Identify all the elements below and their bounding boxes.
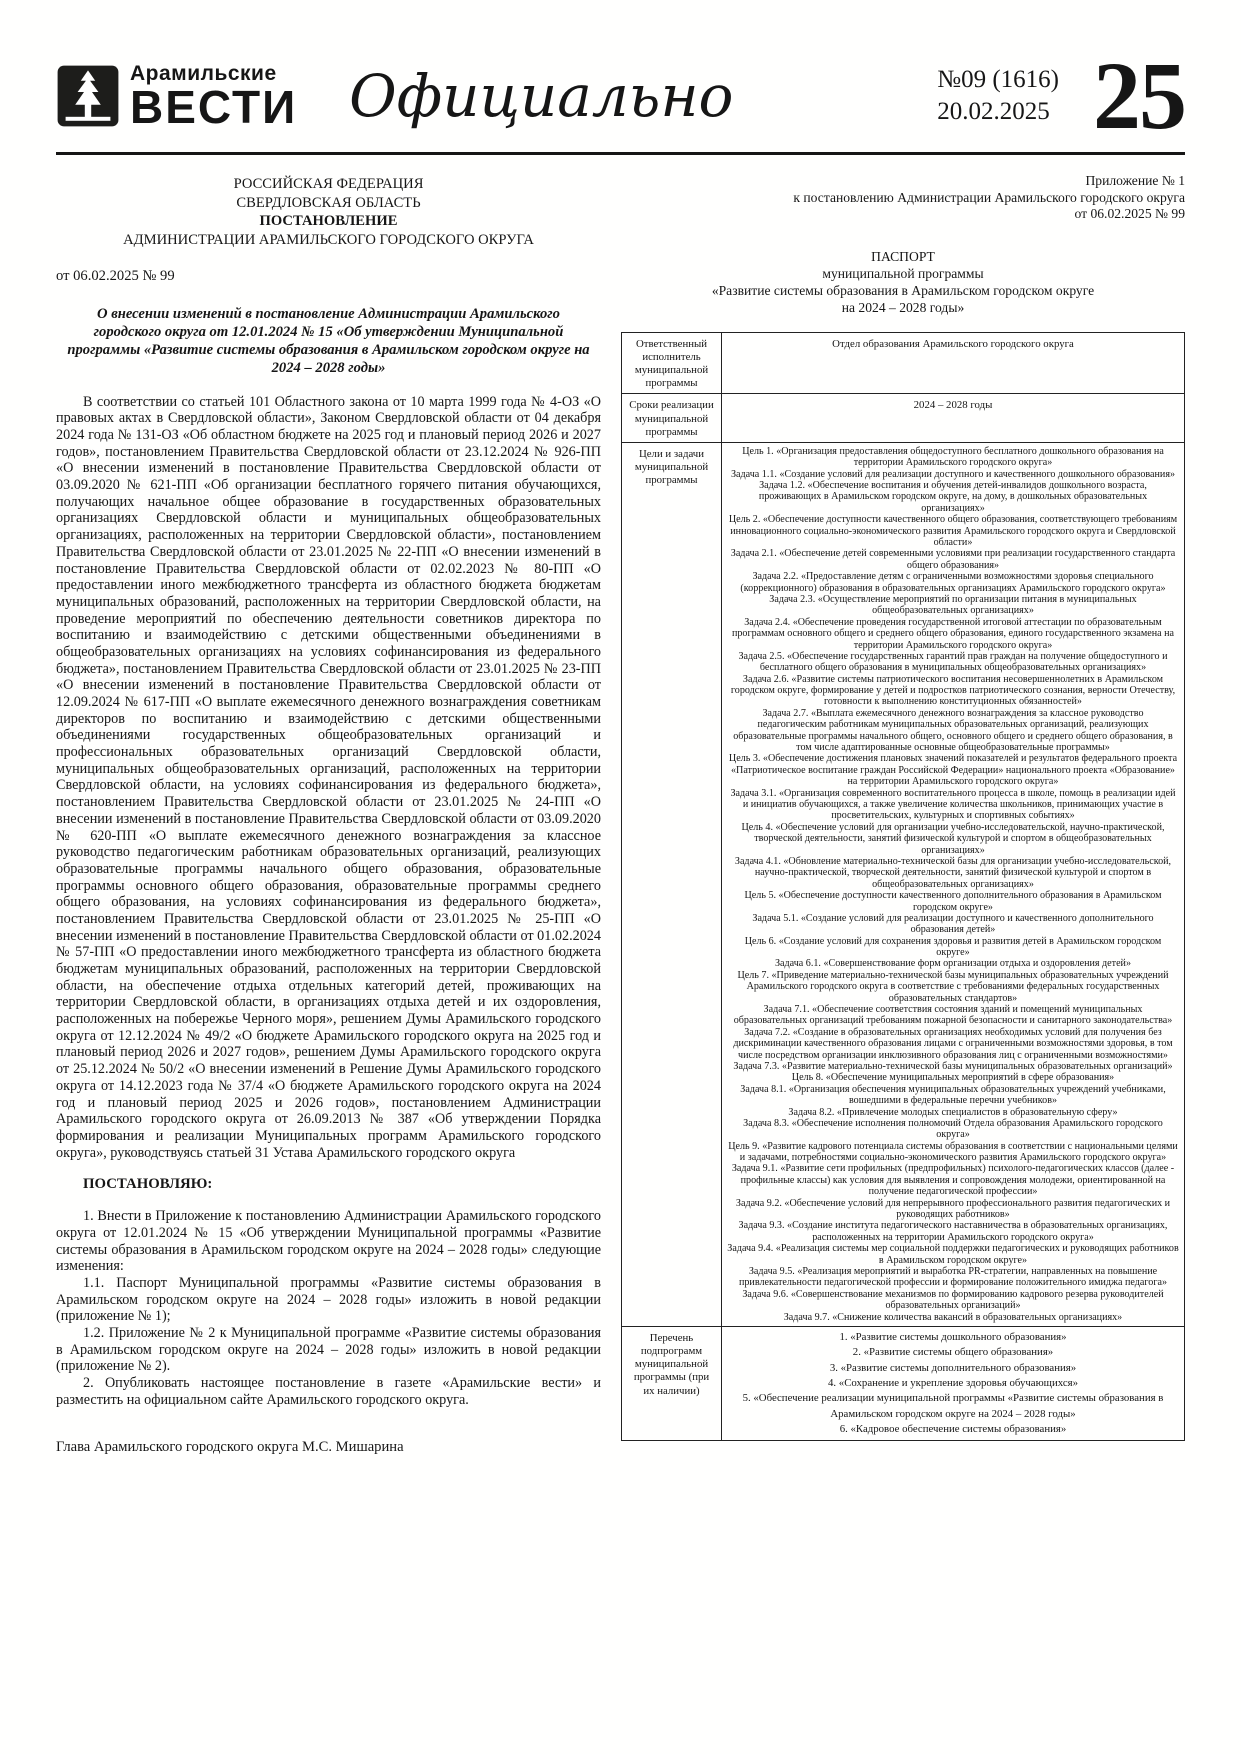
subprogram-item: 2. «Развитие системы общего образования» <box>852 1346 1054 1359</box>
row-value <box>722 442 1185 1326</box>
goal-item: Задача 2.6. «Развитие системы патриотического воспитания несовершеннолетних в Арамильском городском округе, формирование у детей и подростков патриотического сознания, верности Отечеству, готовности к выполнению конституционных обязанностей» <box>730 673 1176 708</box>
passport-program-years: на 2024 – 2028 годы» <box>841 299 965 315</box>
goal-item: Задача 1.1. «Создание условий для реализации доступного и качественного дошкольного образования» <box>730 468 1176 480</box>
decree-resolve-word: ПОСТАНОВЛЯЮ: <box>83 1176 213 1193</box>
subprograms-list <box>727 1330 1179 1437</box>
goal-item: Задача 4.1. «Обновление материально-технической базы для организации учебно-исследовательской, научно-практической, творческой деятельности, занятий физической культурой и спортом в общеобразовательных организациях» <box>734 855 1172 890</box>
issue-date: 20.02.2025 <box>937 98 1050 125</box>
page-body <box>56 173 1185 1456</box>
goal-item: Цель 6. «Создание условий для сохранения здоровья и развития детей в Арамильском городском округе» <box>744 935 1162 959</box>
goal-item: Задача 2.1. «Обеспечение детей современными условиями при реализации государственного стандарта общего образования» <box>730 548 1176 571</box>
subprogram-item: 5. «Обеспечение реализации муниципальной программы «Развитие системы образования в Арамильском городском округе на 2024 – 2028 годы» <box>742 1392 1164 1420</box>
table-row <box>622 332 1185 394</box>
goal-item: Задача 9.5. «Реализация мероприятий и выработка PR-стратегии, направленных на повышение привлекательности педагогической профессии и формирование положительного имиджа педагога» <box>738 1266 1167 1289</box>
goal-item: Цель 2. «Обеспечение доступности качественного общего образования, соответствующего требованиям инновационного социально-экономического развития Арамильского городского округа и Свердловской области» <box>728 514 1178 548</box>
subprogram-item: 4. «Сохранение и укрепление здоровья обучающихся» <box>828 1376 1078 1389</box>
goal-item: Задача 1.2. «Обеспечение воспитания и обучения детей-инвалидов дошкольного возраста, проживающих в Арамильском городском округе, на дому, в дошкольных образовательных организациях» <box>758 480 1148 514</box>
goal-item: Задача 9.3. «Создание института педагогического наставничества в образовательных организациях, расположенных на территории Арамильского городского округа» <box>738 1220 1168 1243</box>
passport-subtitle: муниципальной программы <box>822 265 984 281</box>
goal-item: Задача 6.1. «Совершенствование форм организации отдыха и оздоровления детей» <box>774 958 1132 970</box>
decree-doc-type: ПОСТАНОВЛЕНИЕ <box>259 213 398 230</box>
decree-column <box>56 173 601 1456</box>
goal-item: Задача 9.1. «Развитие сети профильных (предпрофильных) психолого-педагогических классов (далее - профильные классы) как условия для выявления и сопровождения молодежи, ориентированной на получение педагогической профессии» <box>731 1163 1175 1198</box>
goal-item: Цель 1. «Организация предоставления общедоступного бесплатного дошкольного образования на территории Арамильского городского округа» <box>742 445 1164 469</box>
row-value <box>722 1326 1185 1440</box>
decree-date-number: от 06.02.2025 № 99 <box>56 267 175 284</box>
brand-top-label: Арамильские <box>130 62 277 86</box>
annex-ref-line: Приложение № 1 <box>1085 173 1185 188</box>
passport-title: ПАСПОРТ <box>871 248 935 264</box>
brand-main-label: ВЕСТИ <box>130 81 298 134</box>
goal-item: Цель 7. «Приведение материально-технической базы муниципальных образовательных учреждений Арамильского городского округа в соответствие с требованиями федеральных государственных образовательных стандартов» <box>737 969 1169 1004</box>
city-crest-icon <box>56 64 120 128</box>
row-value: 2024 – 2028 годы <box>722 394 1185 443</box>
goal-item: Задача 7.1. «Обеспечение соответствия состояния зданий и помещений муниципальных образовательных организаций требованиям пожарной безопасности и санитарного законодательства» <box>733 1004 1173 1027</box>
decree-heading <box>56 175 601 250</box>
goal-item: Цель 4. «Обеспечение условий для организации учебно-исследовательской, научно-практической, творческой деятельности, занятий физической культурой и спортом в общеобразовательных организациях» <box>741 821 1165 856</box>
decree-item: 1. Внести в Приложение к постановлению Администрации Арамильского городского округа от 12.01.2024 № 15 «Об утверждении Муниципальной программы «Развитие системы образования в Арамильском городском округе на 2024 – 2028 годы» следующие изменения: <box>56 1208 601 1275</box>
row-label: Сроки реализации муниципальной программы <box>622 394 722 443</box>
annex-reference <box>621 173 1185 223</box>
decree-region: СВЕРДЛОВСКАЯ ОБЛАСТЬ <box>236 194 421 211</box>
goals-list <box>727 446 1179 1323</box>
decree-items-list <box>56 1208 601 1408</box>
goal-item: Задача 5.1. «Создание условий для реализации доступного и качественного дополнительного образования детей» <box>752 912 1154 936</box>
goal-item: Задача 9.2. «Обеспечение условий для непрерывного профессионального развития педагогических и руководящих работников» <box>735 1197 1171 1221</box>
annex-ref-line: от 06.02.2025 № 99 <box>1074 206 1185 222</box>
decree-title: О внесении изменений в постановление Администрации Арамильского городского округа от 12.01.2024 № 15 «Об утверждении Муниципальной программы «Развитие системы образования в Арамильском городском округе на 2024 – 2028 годы» <box>67 305 590 377</box>
decree-item: 2. Опубликовать настоящее постановление в газете «Арамильские вести» и разместить на официальном сайте Арамильского городского округа. <box>56 1375 601 1408</box>
decree-country: РОССИЙСКАЯ ФЕДЕРАЦИЯ <box>233 176 424 192</box>
goal-item: Цель 9. «Развитие кадрового потенциала системы образования в соответствии с национальными целями и задачами, потребностями социально-экономического развития Арамильского городского округа» <box>728 1140 1178 1164</box>
passport-heading <box>621 249 1185 317</box>
goal-item: Цель 8. «Обеспечение муниципальных мероприятий в сфере образования» <box>791 1072 1115 1084</box>
passport-table <box>621 332 1185 1442</box>
goal-item: Цель 3. «Обеспечение достижения плановых значений показателей и результатов федерального проекта «Патриотическое воспитание граждан Российской Федерации» национального проекта «Образование» на территории Арамильского городского округа» <box>728 753 1178 788</box>
goal-item: Задача 8.1. «Организация обеспечения муниципальных образовательных учреждений учебниками, вошедшими в федеральные перечни учебников» <box>740 1083 1166 1107</box>
issue-number: №09 (1616) <box>937 65 1059 93</box>
goal-item: Задача 2.7. «Выплата ежемесячного денежного вознаграждения за классное руководство педагогическим работникам муниципальных образовательных организаций, реализующих образовательные программы начального общего, основного общего и среднего общего образования, в том числе адаптированные основные общеобразовательные программы» <box>733 707 1173 754</box>
goal-item: Цель 5. «Обеспечение доступности качественного дополнительного образования в Арамильском городском округе» <box>744 890 1162 913</box>
newspaper-brand <box>56 62 298 134</box>
subprogram-item: 3. «Развитие системы дополнительного образования» <box>829 1361 1077 1374</box>
annex-ref-line: к постановлению Администрации Арамильского городского округа <box>793 189 1185 205</box>
goal-item: Задача 7.2. «Создание в образовательных организациях необходимых условий для получения без дискриминации качественного образования лицами с ограниченными возможностями здоровья, в том числе посредством организации инклюзивного образования лиц с ограниченными возможностями» <box>733 1026 1173 1061</box>
decree-item: 1.1. Паспорт Муниципальной программы «Развитие системы образования в Арамильском городском округе на 2024 – 2028 годы» изложить в новой редакции (приложение № 1); <box>56 1275 601 1325</box>
decree-authority: АДМИНИСТРАЦИИ АРАМИЛЬСКОГО ГОРОДСКОГО ОКРУГА <box>123 232 534 249</box>
row-label: Перечень подпрограмм муниципальной программы (при их наличии) <box>622 1326 722 1440</box>
annex-column <box>621 173 1185 1441</box>
decree-signature: Глава Арамильского городского округа М.С. Мишарина <box>56 1438 404 1455</box>
masthead <box>56 42 1185 150</box>
decree-preamble: В соответствии со статьей 101 Областного закона от 10 марта 1999 года № 4-ОЗ «О правовых актах в Свердловской области», Законом Свердловской области от 04 декабря 2024 года № 131-ОЗ «Об областном бюджете на 2025 год и плановый период 2026 и 2027 годов», постановлением Правительства Свердловской области от 23.12.2024 № 926-ПП «О внесении изменений в постановление Правительства Свердловской области от 03.09.2020 № 621-ПП «Об организации бесплатного горячего питания обучающихся, получающих начальное общее образование в государственных образовательных организациях Свердловской области и муниципальных общеобразовательных организациях, расположенных на территории Свердловской области», постановлением Правительства Свердловской области от 23.01.2025 № 22-ПП «О внесении изменений в постановление Правительства Свердловской области от 02.02.2023 № 80-ПП «О предоставлении иного межбюджетного трансферта из областного бюджета бюджетам муниципальных образований, расположенных на территории Свердловской области, на проведение мероприятий по обеспечению деятельности советников директора по воспитанию и взаимодействию с детскими общественными объединениями в общеобразовательных организациях на условиях софинансирования из федерального бюджета», постановлением Правительства Свердловской области от 23.01.2025 № 23-ПП «О внесении изменений в постановление Правительства Свердловской области от 12.09.2024 № 617-ПП «О выплате ежемесячного денежного вознаграждения советникам директоров по воспитанию и взаимодействию с детскими общественными объединениями государственных общеобразовательных организаций и профессиональных образовательных организаций Свердловской области, муниципальных общеобразовательных организаций, расположенных на территории Свердловской области, на условиях софинансирования из федерального бюджета», постановлением Правительства Свердловской области от 23.01.2025 № 24-ПП «О внесении изменений в постановление Правительства Свердловской области от 03.09.2020 № 620-ПП «О выплате ежемесячного денежного вознаграждения за классное руководство педагогическим работникам образовательных организаций, реализующих образовательные программы начального общего образования, образовательные программы основного общего образования, образовательные программы среднего общего образования, на условиях софинансирования из федерального бюджета», постановлением Правительства Свердловской области от 23.01.2025 № 25-ПП «О внесении изменений в постановление Правительства Свердловской области от 01.02.2024 № 57-ПП «О предоставлении иного межбюджетного трансферта из областного бюджета бюджетам муниципальных образований, расположенных на территории Свердловской области, на обеспечение отдыха отдельных категорий детей, проживающих на территории Свердловской области, в организациях отдыха детей и их оздоровления, расположенных на побережье Черного моря», решением Думы Арамильского городского округа от 12.12.2024 № 49/2 «О бюджете Арамильского городского округа на 2025 год и плановый период 2026 и 2027 годов», решением Думы Арамильского городского округа от 25.12.2024 № 50/2 «О внесении изменений в Решение Думы Арамильского городского округа от 14.12.2023 года № 37/4 «О бюджете Арамильского городского округа на 2024 год и плановый период 2025 и 2026 годов», постановлением Администрации Арамильского городского округа от 26.09.2013 № 387 «Об утверждении Порядка формирования и реализации Муниципальных программ Арамильского городского округа», руководствуясь статьей 31 Устава Арамильского городского округа <box>56 393 601 1161</box>
goal-item: Задача 8.3. «Обеспечение исполнения полномочий Отдела образования Арамильского городского округа» <box>743 1117 1163 1141</box>
brand-text <box>130 62 298 134</box>
row-label: Цели и задачи муниципальной программы <box>622 442 722 1326</box>
table-row <box>622 394 1185 443</box>
goal-item: Задача 9.4. «Реализация системы мер социальной поддержки педагогических и руководящих работников в Арамильском городском округе» <box>727 1243 1179 1266</box>
goal-item: Задача 8.2. «Привлечение молодых специалистов в образовательную сферу» <box>788 1106 1118 1118</box>
masthead-divider <box>56 152 1185 155</box>
goal-item: Задача 2.4. «Обеспечение проведения государственной итоговой аттестации по образовательным программам основного общего и среднего общего образования, единого государственного экзамена на территории Арамильского городского округа» <box>731 616 1175 651</box>
goal-item: Задача 2.2. «Предоставление детям с ограниченными возможностями здоровья специального (коррекционного) образования в образовательных организациях Арамильского городского округа» <box>740 571 1166 594</box>
goal-item: Задача 2.5. «Обеспечение государственных гарантий прав граждан на получение общедоступного и бесплатного общего образования в муниципальных общеобразовательных организациях» <box>738 650 1168 674</box>
goal-item: Задача 2.3. «Осуществление мероприятий по организации питания в муниципальных общеобразовательных организациях» <box>769 593 1137 617</box>
goal-item: Задача 9.6. «Совершенствование механизмов по формированию кадрового резерва руководителей образовательных организаций» <box>742 1288 1164 1312</box>
page-number: 25 <box>1093 42 1185 150</box>
goal-item: Задача 3.1. «Организация современного воспитательного процесса в школе, помощь в реализации идей и инициатив обучающихся, а также увеличение количества школьников, принимающих участие в просветительских, культурных и спортивных событиях» <box>730 787 1176 822</box>
goal-item: Задача 7.3. «Развитие материально-технической базы муниципальных образовательных организаций» <box>733 1060 1173 1072</box>
subprogram-item: 6. «Кадровое обеспечение системы образования» <box>839 1422 1067 1435</box>
passport-program-name: «Развитие системы образования в Арамильском городском округе <box>711 282 1095 298</box>
decree-item: 1.2. Приложение № 2 к Муниципальной программе «Развитие системы образования в Арамильском городском округе на 2024 – 2028 годы» изложить в новой редакции (приложение № 2). <box>56 1325 601 1375</box>
section-title: Официально <box>349 62 734 130</box>
table-row <box>622 1326 1185 1440</box>
issue-block <box>937 64 1093 129</box>
row-value: Отдел образования Арамильского городского округа <box>722 332 1185 394</box>
table-row <box>622 442 1185 1326</box>
row-label: Ответственный исполнитель муниципальной программы <box>622 332 722 394</box>
goal-item: Задача 9.7. «Снижение количества вакансий в образовательных организациях» <box>783 1311 1123 1323</box>
subprogram-item: 1. «Развитие системы дошкольного образования» <box>839 1330 1067 1343</box>
